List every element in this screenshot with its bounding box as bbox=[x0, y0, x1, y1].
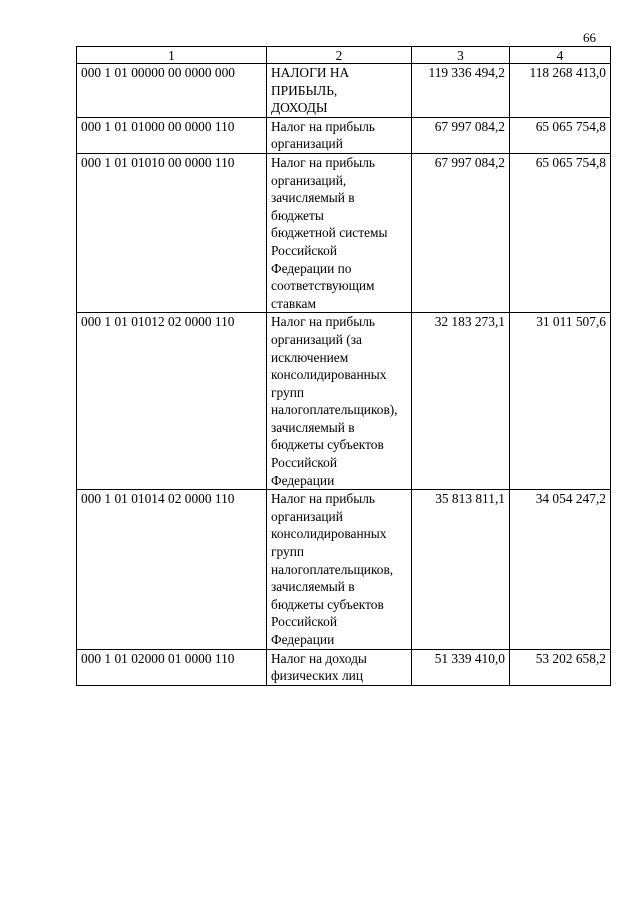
amount-col3: 51 339 410,0 bbox=[412, 649, 510, 685]
budget-code: 000 1 01 01012 02 0000 110 bbox=[77, 313, 267, 490]
revenue-table bbox=[76, 46, 611, 686]
table-row bbox=[77, 153, 611, 312]
budget-code: 000 1 01 01014 02 0000 110 bbox=[77, 490, 267, 649]
table-header-row bbox=[77, 47, 611, 64]
table-row bbox=[77, 64, 611, 118]
revenue-name: Налог на прибыль организаций (за исключением консолидированных групп налогоплательщиков), зачисляемый в бюджеты субъектов Российской Федерации bbox=[267, 313, 412, 490]
amount-col3: 32 183 273,1 bbox=[412, 313, 510, 490]
amount-col4: 118 268 413,0 bbox=[510, 64, 611, 118]
amount-col4: 53 202 658,2 bbox=[510, 649, 611, 685]
amount-col3: 67 997 084,2 bbox=[412, 117, 510, 153]
table-row bbox=[77, 313, 611, 490]
budget-code: 000 1 01 02000 01 0000 110 bbox=[77, 649, 267, 685]
revenue-name: Налог на прибыль организаций консолидированных групп налогоплательщиков, зачисляемый в бюджеты субъектов Российской Федерации bbox=[267, 490, 412, 649]
amount-col4: 34 054 247,2 bbox=[510, 490, 611, 649]
amount-col4: 65 065 754,8 bbox=[510, 153, 611, 312]
amount-col3: 119 336 494,2 bbox=[412, 64, 510, 118]
amount-col3: 35 813 811,1 bbox=[412, 490, 510, 649]
column-header-4: 4 bbox=[510, 47, 611, 64]
revenue-name: НАЛОГИ НА ПРИБЫЛЬ, ДОХОДЫ bbox=[267, 64, 412, 118]
table-row bbox=[77, 117, 611, 153]
budget-code: 000 1 01 01000 00 0000 110 bbox=[77, 117, 267, 153]
budget-code: 000 1 01 00000 00 0000 000 bbox=[77, 64, 267, 118]
revenue-name: Налог на прибыль организаций, зачисляемый в бюджеты бюджетной системы Российской Федерации по соответствующим ставкам bbox=[267, 153, 412, 312]
table-row bbox=[77, 649, 611, 685]
amount-col4: 65 065 754,8 bbox=[510, 117, 611, 153]
column-header-3: 3 bbox=[412, 47, 510, 64]
revenue-name: Налог на доходы физических лиц bbox=[267, 649, 412, 685]
amount-col3: 67 997 084,2 bbox=[412, 153, 510, 312]
budget-code: 000 1 01 01010 00 0000 110 bbox=[77, 153, 267, 312]
revenue-name: Налог на прибыль организаций bbox=[267, 117, 412, 153]
column-header-2: 2 bbox=[267, 47, 412, 64]
column-header-1: 1 bbox=[77, 47, 267, 64]
page-number: 66 bbox=[583, 30, 596, 45]
amount-col4: 31 011 507,6 bbox=[510, 313, 611, 490]
table-row bbox=[77, 490, 611, 649]
